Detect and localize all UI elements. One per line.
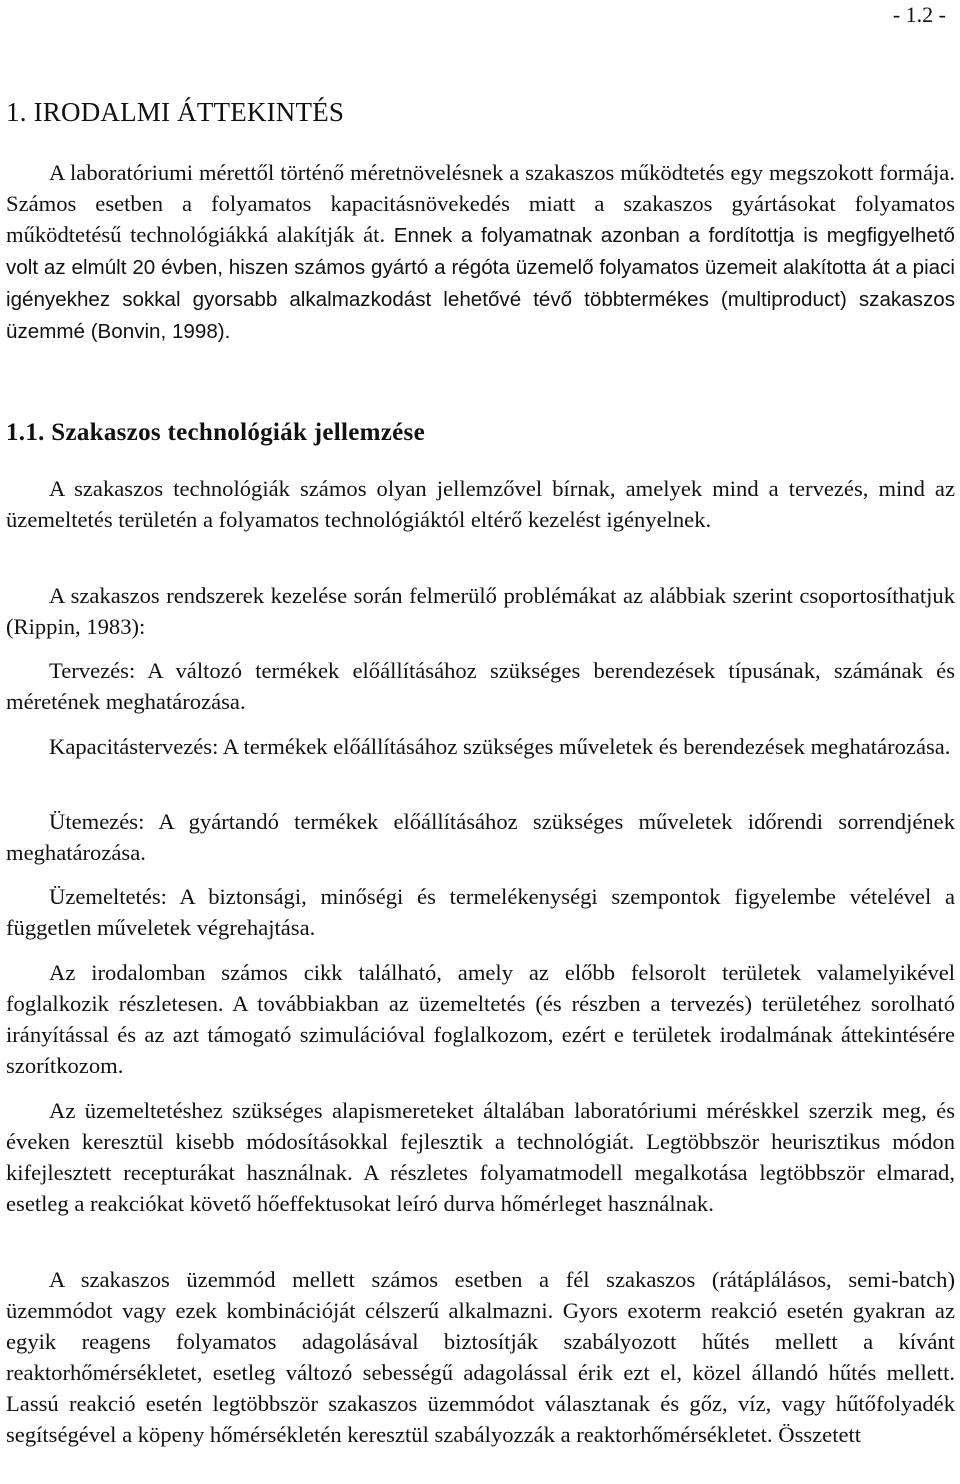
paragraph-8: Az üzemeltetéshez szükséges alapismereteket általában laboratóriumi méréskkel szerzik meg, és éveken keresztül kisebb módosításokkal fejlesztik a technológiát. Legtöbbször heurisztikus módon kifejlesztett recepturákat használnak. A részletes folyamatmodell megalkotása legtöbbször elmarad, esetleg a reakciókat követő hőeffektusokat leíró durva hőmérleget használnak.	[6, 1098, 955, 1216]
section-heading-block	[6, 417, 955, 449]
paragraph-2: A szakaszos rendszerek kezelése során felmerülő problémákat az alábbiak szerint csoportosíthatjuk (Rippin, 1983):	[6, 583, 955, 639]
intro-sans-text: Ennek a folyamatnak azonban a fordítottja is megfigyelhető volt az elmúlt 20 évben, hiszen számos gyártó a régóta üzemelő folyamatos üzemeit alakította át a piaci igényekhez sokkal gyorsabb alkalmazkodást lehetővé tévő többtermékes (multiproduct) szakaszos üzemmé (Bonvin, 1998).	[6, 223, 955, 343]
paragraph-5: Ütemezés: A gyártandó termékek előállításához szükséges műveletek időrendi sorrendjének meghatározása.	[6, 809, 955, 865]
paragraph-9: A szakaszos üzemmód mellett számos esetben a fél szakaszos (rátáplálásos, semi-batch) üzemmódot vagy ezek kombinációját célszerű alkalmazni. Gyors exoterm reakció esetén gyakran az egyik reagens folyamatos adagolásával biztosítják szabályozott hűtés mellett a kívánt reaktorhőmérsékletet, esetleg változó sebességű adagolással érik ezt el, közel állandó hűtés mellett. Lassú reakció esetén legtöbbször szakaszos üzemmódot választanak és gőz, víz, vagy hűtőfolyadék segítségével a köpeny hőmérsékletén keresztül szabályozzák a reaktorhőmérsékletet. Összetett	[6, 1267, 955, 1447]
intro-paragraph	[6, 158, 955, 347]
paragraph-9-block	[6, 1265, 955, 1450]
section-title: 1.1. Szakaszos technológiák jellemzése	[6, 419, 425, 446]
paragraph-4: Kapacitástervezés: A termékek előállításához szükséges műveletek és berendezések meghatározása.	[49, 734, 951, 759]
paragraph-3: Tervezés: A változó termékek előállításához szükséges berendezések típusának, számának és méretének meghatározása.	[6, 658, 955, 714]
paragraph-4-block	[6, 732, 955, 763]
page-number: - 1.2 -	[892, 2, 946, 27]
chapter-title: 1. IRODALMI ÁTTEKINTÉS	[6, 97, 345, 127]
paragraph-5-block	[6, 807, 955, 869]
paragraph-6: Üzemeltetés: A biztonsági, minőségi és termelékenységi szempontok figyelembe vételével a független műveletek végrehajtása.	[6, 884, 955, 940]
paragraph-1: A szakaszos technológiák számos olyan jellemzővel bírnak, amelyek mind a tervezés, mind az üzemeltetés területén a folyamatos technológiáktól eltérő kezelést igényelnek.	[6, 476, 955, 532]
paragraph-1-block	[6, 474, 955, 536]
paragraph-3-block	[6, 656, 955, 718]
paragraph-6-block	[6, 882, 955, 944]
paragraph-7-block	[6, 958, 955, 1082]
intro-paragraph-block	[6, 158, 955, 347]
intro-serif-text: A laboratóriumi mérettől történő méretnövelésnek a szakaszos működtetés egy megszokott formája. Számos esetben a folyamatos kapacitásnövekedés miatt a szakaszos gyártásokat folyamatos működtetésű technológiákká alakítják át.	[6, 160, 955, 247]
paragraph-2-block	[6, 581, 955, 643]
paragraph-7: Az irodalomban számos cikk található, amely az előbb felsorolt területek valamelyikével foglalkozik részletesen. A továbbiakban az üzemeltetés (és részben a tervezés) területéhez sorolható irányítással és az azt támogató szimulációval foglalkozom, ezért e területek irodalmának áttekintésére szorítkozom.	[6, 960, 955, 1078]
paragraph-8-block	[6, 1096, 955, 1220]
